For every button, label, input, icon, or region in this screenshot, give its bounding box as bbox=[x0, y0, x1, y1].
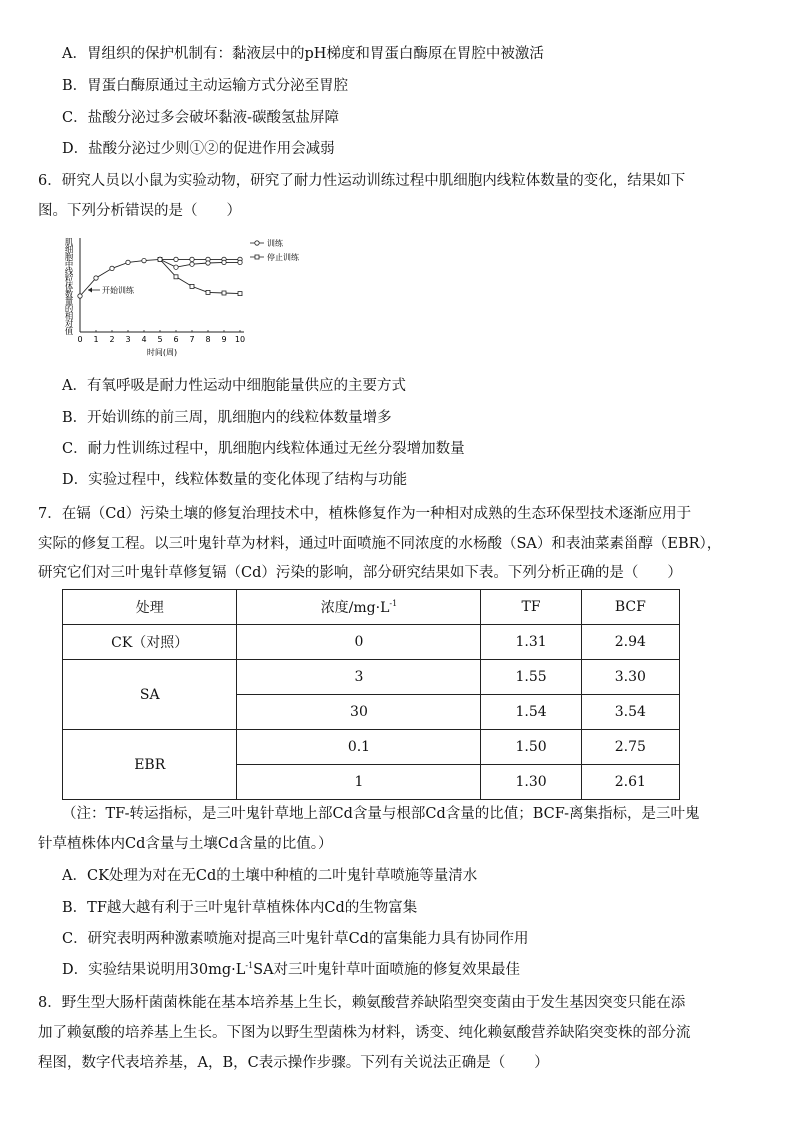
q7-stem-line2: 实际的修复工程。以三叶鬼针草为材料，通过叶面喷施不同浓度的水杨酸（SA）和表油菜素甾醇（EBR）， bbox=[38, 536, 722, 552]
y-label-char: 量 bbox=[64, 296, 74, 307]
data-point bbox=[94, 276, 98, 280]
table-row bbox=[63, 660, 680, 695]
series-line-1 bbox=[160, 259, 240, 293]
q5-option-b: B．胃蛋白酶原通过主动运输方式分泌至胃腔 bbox=[62, 78, 349, 94]
cell-bcf: 2.75 bbox=[581, 730, 679, 765]
series-line-2 bbox=[160, 259, 240, 267]
y-label-char: 中 bbox=[64, 259, 74, 270]
x-tick-label: 6 bbox=[173, 335, 179, 344]
header-concentration: 浓度$/mg\cdot L^{-1}$ bbox=[237, 590, 481, 625]
data-point bbox=[206, 290, 210, 294]
cell-bcf: 3.30 bbox=[581, 660, 679, 695]
data-point bbox=[126, 260, 130, 264]
y-label-char: 相 bbox=[64, 311, 74, 322]
q7-stem-line1: 7．在镉（Cd）污染土壤的修复治理技术中，植株修复作为一种相对成熟的生态环保型技术逐渐应用于 bbox=[38, 506, 692, 522]
table-row bbox=[63, 730, 680, 765]
data-point bbox=[174, 265, 178, 269]
data-point bbox=[110, 266, 114, 270]
q6-stem-line1: 6．研究人员以小鼠为实验动物，研究了耐力性运动训练过程中肌细胞内线粒体数量的变化，结果如下 bbox=[38, 173, 686, 189]
x-tick-label: 3 bbox=[125, 335, 131, 344]
cell-bcf: 2.94 bbox=[581, 625, 679, 660]
q8-stem-line2: 加了赖氨酸的培养基上生长。下图为以野生型菌株为材料，诱变、纯化赖氨酸营养缺陷突变株的部分流 bbox=[38, 1025, 691, 1041]
y-label-char: 粒 bbox=[64, 274, 74, 285]
data-point bbox=[190, 262, 194, 266]
cell-tf: 1.31 bbox=[481, 625, 581, 660]
q6-option-d: D．实验过程中，线粒体数量的变化体现了结构与功能 bbox=[62, 472, 408, 488]
q7-option-b: B．TF越大越有利于三叶鬼针草植株体内Cd的生物富集 bbox=[62, 900, 418, 916]
cell-group: CK（对照） bbox=[63, 625, 237, 660]
mitochondria-line-chart bbox=[60, 232, 320, 360]
data-point bbox=[142, 258, 146, 262]
y-label-char: 肌 bbox=[64, 237, 74, 248]
data-point bbox=[190, 284, 194, 288]
y-label-char: 的 bbox=[64, 303, 74, 314]
x-tick-label: 0 bbox=[77, 335, 83, 344]
data-point bbox=[206, 261, 210, 265]
cell-tf: 1.50 bbox=[481, 730, 581, 765]
header-tf: TF bbox=[481, 590, 581, 625]
data-point bbox=[238, 292, 242, 296]
legend bbox=[250, 238, 300, 262]
q6-option-b: B．开始训练的前三周，肌细胞内的线粒体数量增多 bbox=[62, 410, 392, 426]
q8-stem-line3: 程图，数字代表培养基，A，B，C表示操作步骤。下列有关说法正确是（ ） bbox=[38, 1055, 549, 1071]
y-label-char: 线 bbox=[64, 266, 74, 277]
results-table bbox=[62, 589, 680, 800]
q7-option-a: A．CK处理为对在无Cd的土壤中种植的二叶鬼针草喷施等量清水 bbox=[62, 868, 478, 884]
data-point bbox=[78, 294, 82, 298]
header-treatment: 处理 bbox=[63, 590, 237, 625]
cell-tf: 1.54 bbox=[481, 695, 581, 730]
annotation-text: 开始训练 bbox=[102, 286, 134, 295]
data-point bbox=[222, 260, 226, 264]
y-label-char: 值 bbox=[64, 325, 74, 336]
cell-group: EBR bbox=[63, 730, 237, 800]
x-tick-label: 10 bbox=[234, 335, 246, 344]
y-label-char: 细 bbox=[64, 244, 74, 255]
cell-group: SA bbox=[63, 660, 237, 730]
q7-note-line1: （注：TF-转运指标，是三叶鬼针草地上部Cd含量与根部Cd含量的比值；BCF-离集指标，是三叶鬼 bbox=[62, 806, 700, 822]
cell-conc: 30 bbox=[237, 695, 481, 730]
data-point bbox=[158, 257, 162, 261]
x-tick-label: 7 bbox=[189, 335, 195, 344]
x-axis-label: 时间(周) bbox=[146, 348, 178, 357]
q6-option-c: C．耐力性训练过程中，肌细胞内线粒体通过无丝分裂增加数量 bbox=[62, 441, 465, 457]
data-point bbox=[190, 257, 194, 261]
q6-option-a: A．有氧呼吸是耐力性运动中细胞能量供应的主要方式 bbox=[62, 378, 406, 394]
y-axis-label bbox=[65, 237, 74, 336]
cell-conc: 0.1 bbox=[237, 730, 481, 765]
q7-note-line2: 针草植株体内Cd含量与土壤Cd含量的比值。） bbox=[38, 836, 333, 852]
cell-bcf: 3.54 bbox=[581, 695, 679, 730]
x-tick-label: 9 bbox=[221, 335, 227, 344]
y-label-char: 胞 bbox=[64, 251, 74, 262]
y-label-char: 体 bbox=[64, 281, 74, 292]
cell-conc: 0 bbox=[237, 625, 481, 660]
data-point bbox=[222, 291, 226, 295]
q5-option-c: C．盐酸分泌过多会破坏黏液-碳酸氢盐屏障 bbox=[62, 110, 339, 126]
y-label-char: 数 bbox=[64, 288, 74, 299]
data-point bbox=[174, 257, 178, 261]
q5-option-a: A．胃组织的保护机制有：黏液层中的pH梯度和胃蛋白酶原在胃腔中被激活 bbox=[62, 46, 544, 62]
legend-train: 训练 bbox=[267, 239, 283, 248]
x-tick-label: 4 bbox=[141, 335, 147, 344]
q5-option-d: D．盐酸分泌过少则①②的促进作用会减弱 bbox=[62, 141, 335, 157]
x-tick-label: 5 bbox=[157, 335, 163, 344]
cell-conc: 3 bbox=[237, 660, 481, 695]
x-tick-label: 1 bbox=[93, 335, 99, 344]
cell-tf: 1.30 bbox=[481, 765, 581, 800]
q8-stem-line1: 8．野生型大肠杆菌菌株能在基本培养基上生长，赖氨酸营养缺陷型突变菌由于发生基因突变只能在添 bbox=[38, 995, 686, 1011]
legend-stop: 停止训练 bbox=[267, 253, 299, 262]
cell-conc: 1 bbox=[237, 765, 481, 800]
cell-bcf: 2.61 bbox=[581, 765, 679, 800]
x-tick-label: 2 bbox=[109, 335, 115, 344]
x-tick-label: 8 bbox=[205, 335, 211, 344]
q7-option-d: D．实验结果说明用$30mg\cdot L^{-1}SA$对三叶鬼针草叶面喷施的修复效果最佳 bbox=[62, 961, 521, 978]
q7-option-c: C．研究表明两种激素喷施对提高三叶鬼针草Cd的富集能力具有协同作用 bbox=[62, 931, 529, 947]
q7-stem-line3: 研究它们对三叶鬼针草修复镉（Cd）污染的影响，部分研究结果如下表。下列分析正确的是（ ） bbox=[38, 565, 682, 581]
data-point bbox=[174, 275, 178, 279]
q6-stem-line2: 图。下列分析错误的是（ ） bbox=[38, 203, 241, 219]
data-point bbox=[238, 260, 242, 264]
table-row bbox=[63, 625, 680, 660]
table-header-row bbox=[63, 590, 680, 625]
y-label-char: 对 bbox=[64, 318, 74, 329]
cell-tf: 1.55 bbox=[481, 660, 581, 695]
annotation bbox=[88, 285, 135, 295]
header-bcf: BCF bbox=[581, 590, 679, 625]
